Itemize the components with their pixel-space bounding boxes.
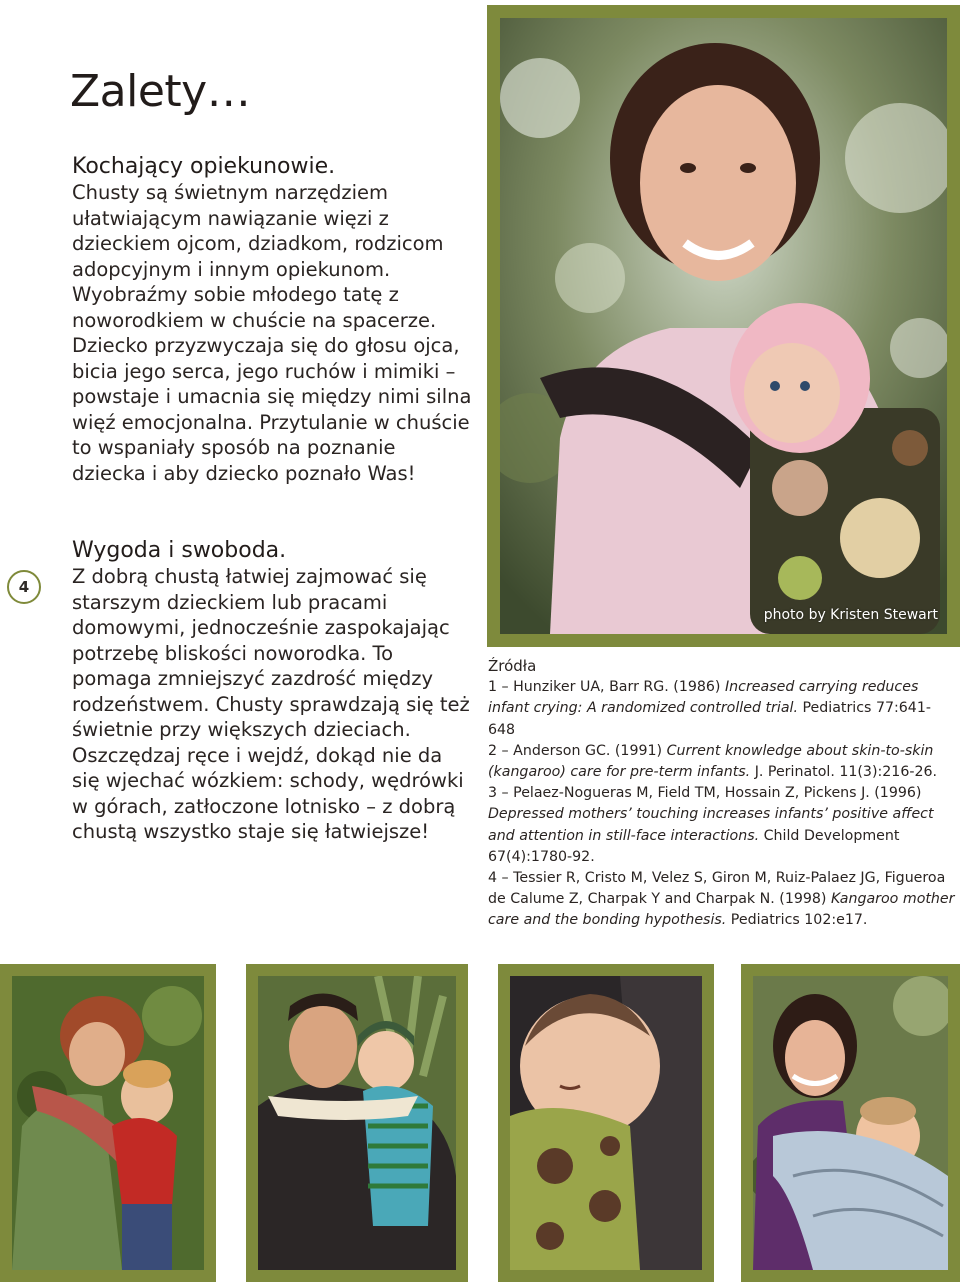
page-title: Zalety…	[70, 66, 251, 117]
section-heading: Wygoda i swoboda.	[72, 538, 287, 563]
section-heading: Kochający opiekunowie.	[72, 154, 336, 179]
sleeping-baby-in-wrap-photo	[510, 976, 702, 1270]
section-body: Chusty są świetnym narzędziem ułatwiającym nawiązanie więzi z dzieckiem ojcom, dziadkom, rodzicom adopcyjnym i innym opiekunom. Wyobraźmy sobie młodego tatę z noworodkiem w chuście na spacerze. Dziecko przyzwyczaja się do głosu ojca, bicia jego serca, jego ruchów i mimiki – powstaje i umacnia się między nimi silna więź emocjonalna. Przytulanie w chuście to wspaniały sposób na poznanie dziecka i aby dziecko poznało Was!	[72, 181, 472, 485]
thumbnail-frame	[498, 964, 714, 1282]
photo-credit: photo by Kristen Stewart	[763, 607, 938, 623]
section-body: Z dobrą chustą łatwiej zajmować się starszym dzieckiem lub pracami domowymi, jednocześnie zaspokajając potrzebę bliskości noworodka. To pomaga zmniejszyć zazdrość między rodzeństwem. Chusty sprawdzają się też świetnie przy większych dzieciach. Oszczędzaj ręce i wejdź, dokąd nie da się wjechać wózkiem: schody, wędrówki w górach, zatłoczone lotnisko – z dobrą chustą wszystko staje się łatwiejsze!	[72, 565, 470, 843]
section-caregivers	[72, 154, 472, 486]
reference-item: 3 – Pelaez-Nogueras M, Field TM, Hossain Z, Pickens J. (1996) Depressed mothers’ touching increases infants’ positive affect and attention in still-face interactions. Child Development 67(4):1780-92.	[488, 785, 934, 865]
section-comfort	[72, 538, 472, 845]
reference-item: 4 – Tessier R, Cristo M, Velez S, Giron M, Ruiz-Palaez JG, Figueroa de Calume Z, Charpak Y and Charpak N. (1998) Kangaroo mother care and the bonding hypothesis. Pediatrics 102:e17.	[488, 870, 955, 929]
reference-item: 1 – Hunziker UA, Barr RG. (1986) Increased carrying reduces infant crying: A randomized controlled trial. Pediatrics 77:641-648	[488, 679, 931, 738]
mother-with-toddler-in-sling-photo	[753, 976, 948, 1270]
sources-list	[488, 656, 956, 932]
reference-item: 2 – Anderson GC. (1991) Current knowledge about skin-to-skin (kangaroo) care for pre-term infants. J. Perinatol. 11(3):216-26.	[488, 742, 938, 781]
page-number-badge: 4	[7, 570, 41, 604]
mother-with-baby-in-carrier-photo	[500, 18, 947, 634]
main-photo-frame	[487, 5, 960, 647]
sources-title: Źródła	[488, 657, 537, 675]
thumbnail-frame	[246, 964, 468, 1282]
grandmother-with-toddler-photo	[12, 976, 204, 1270]
thumbnail-frame	[0, 964, 216, 1282]
thumbnail-frame	[741, 964, 960, 1282]
father-with-baby-photo	[258, 976, 456, 1270]
